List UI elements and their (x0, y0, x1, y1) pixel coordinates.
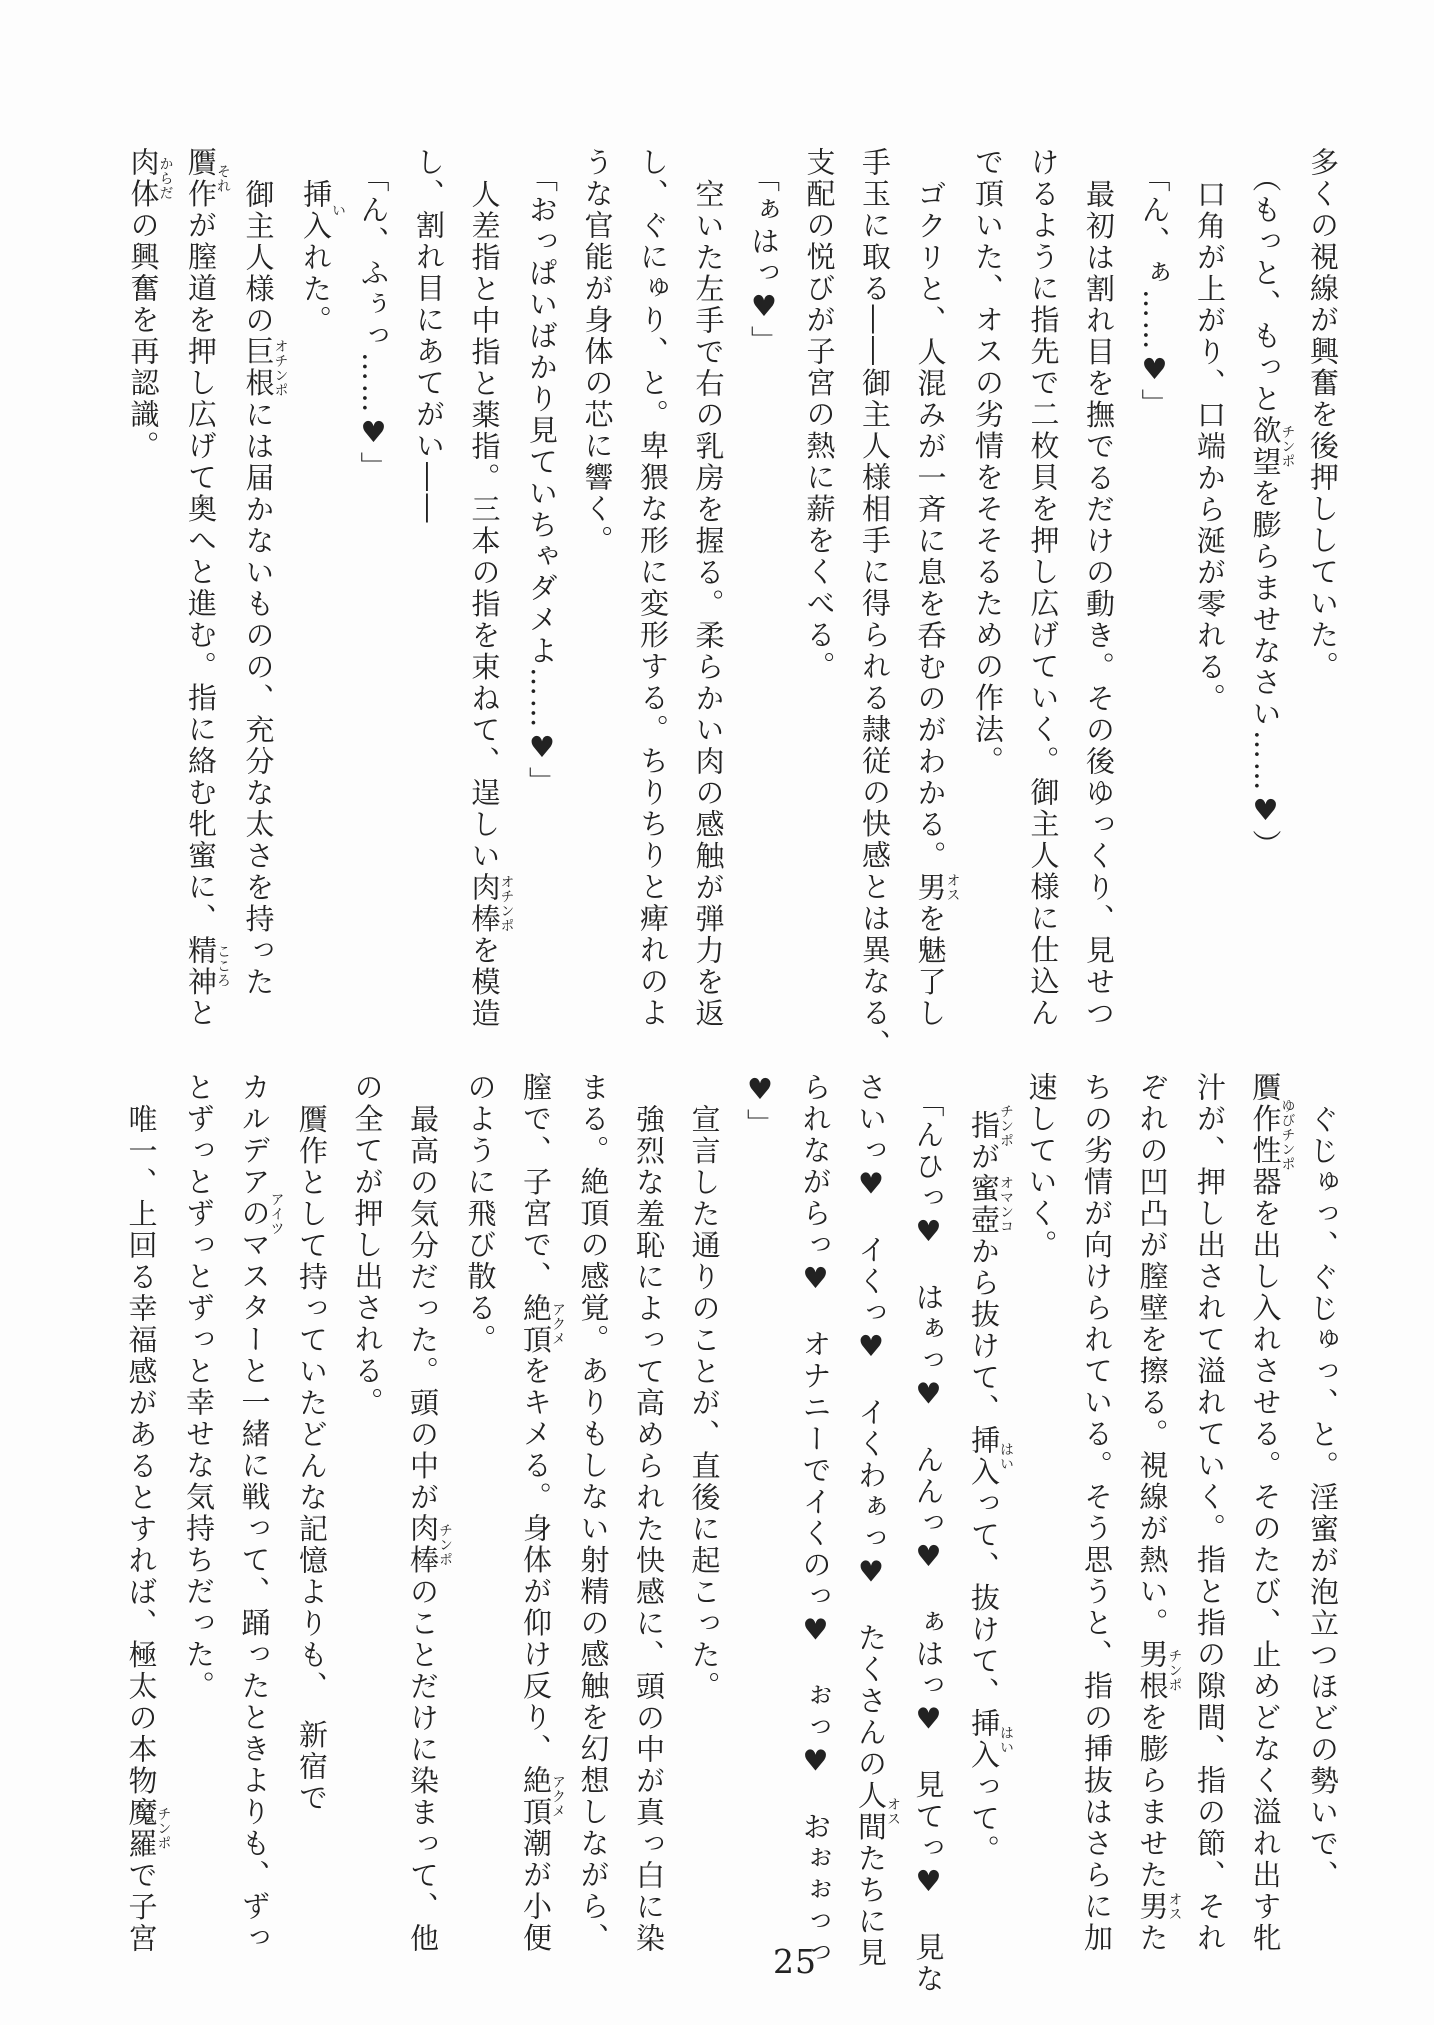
text-column: 多くの視線が興奮を後押ししていた。 (1306, 147, 1340, 683)
ruby-annotated-text: 挿入はい (967, 1708, 1014, 1771)
ruby-annotated-text: 挿入はい (967, 1424, 1014, 1488)
ruby-annotated-text: 魔羅チンポ (124, 1796, 172, 1860)
ruby-annotated-text: 肉棒チンポ (406, 1513, 453, 1576)
text-column: ぞれの凹凸が膣壁を擦る。視線が熱い。男根チンポを膨らませた男オスた (1135, 1072, 1183, 1954)
page-number: 25 (773, 1942, 817, 1981)
text-column: 贋作として持っていたどんな記憶よりも、 新宿で (295, 1103, 329, 1814)
text-column: で頂いた、オスの劣情をそそるための作法。 (971, 147, 1005, 777)
text-column: 指チンポが蜜壺オマンコから抜けて、挿入はいって、抜けて、挿入はいって。 (967, 1103, 1014, 1866)
text-column: ♥」 (743, 1072, 777, 1140)
ruby-annotated-text: 肉体からだ (126, 147, 174, 210)
ruby-annotated-text: カルデアのマスターアイツ (237, 1072, 285, 1356)
ruby-annotated-text: 男根チンポ (1135, 1639, 1183, 1702)
text-column: 「ん、ふぅっ……♥」 (356, 162, 391, 483)
text-column: ちの劣情が向けられている。そう思うと、指の挿抜はさらに加 (1080, 1072, 1114, 1954)
text-column: 最初は割れ目を撫でるだけの動き。その後ゆっくり、見せつ (1082, 178, 1116, 1029)
text-column: とずっとずっとずっと幸せな気持ちだった。 (182, 1072, 216, 1702)
ruby-annotated-text: 欲望チンポ (1248, 414, 1296, 478)
text-column: 唯一、上回る幸福感があるとすれば、極太の本物魔羅チンポで子宮 (124, 1103, 172, 1954)
text-column: 膣で、子宮で、絶頂アクメをキメる。身体が仰け反り、絶頂アクメ潮が小便 (519, 1072, 566, 1954)
ruby-annotated-text: 挿入い (299, 178, 346, 242)
text-column: 最高の気分だった。頭の中が肉棒チンポのことだけに染まって、他 (406, 1103, 453, 1954)
text-column: し、割れ目にあてがい―― (412, 147, 446, 525)
ruby-annotated-text: 精神こころ (184, 934, 231, 998)
text-column: 支配の悦びが子宮の熱に薪をくべる。 (802, 147, 837, 683)
text-column: 汁が、押し出されて溢れていく。指と指の隙間、指の節、それ (1193, 1072, 1227, 1954)
text-column: 強烈な羞恥によって高められた快感に、頭の中が真っ白に染 (632, 1103, 666, 1954)
text-column: ぐじゅっ、ぐじゅっ、と。淫蜜が泡立つほどの勢いで、 (1306, 1103, 1340, 1891)
ruby-annotated-text: 肉棒オチンポ (467, 871, 515, 935)
text-column: 速していく。 (1024, 1072, 1059, 1261)
text-column: の全てが押し出される。 (350, 1072, 385, 1419)
text-column: まる。絶頂の感覚。ありもしない射精の感触を幻想しながら、 (576, 1072, 611, 1954)
ruby-annotated-text: 贋作それ (184, 147, 231, 210)
text-column: けるように指先で二枚貝を押し広げていく。御主人様に仕込ん (1026, 147, 1061, 1029)
text-column: し、ぐにゅり、と。卑猥な形に変形する。ちりちりと痺れのよ (636, 147, 670, 1029)
text-column: のように飛び散る。 (463, 1072, 498, 1356)
text-column: 手玉に取る――御主人様相手に得られる隷従の快感とは異なる、 (858, 147, 892, 1061)
ruby-annotated-text: 男オス (913, 871, 961, 903)
text-column: ゴクリと、人混みが一斉に息を呑むのがわかる。男オスを魅了し (913, 178, 961, 1029)
text-column: うな官能が身体の芯に響く。 (580, 147, 615, 557)
ruby-annotated-text: 巨根オチンポ (241, 336, 289, 399)
text-column: 贋作性器ゆびチンポを出し入れさせる。そのたび、止めどなく溢れ出す牝 (1248, 1072, 1296, 1954)
text-block-bottom (113, 1072, 1350, 1995)
text-column: さいっ♥ イくっ♥ イくわぁっ♥ たくさんの人間オスたちに見 (854, 1072, 901, 1969)
text-column: 肉体からだの興奮を再認識。 (126, 147, 174, 462)
text-column: カルデアのマスターアイツと一緒に戦って、踊ったときよりも、ずっ (237, 1072, 285, 1954)
ruby-annotated-text: 絶頂アクメ (519, 1765, 566, 1828)
text-column: 人差指と中指と薬指。三本の指を束ねて、逞しい肉棒オチンポを模造 (467, 178, 515, 1029)
text-column: 「ん、ぁ……♥」 (1137, 162, 1172, 420)
text-column: 挿入いれた。 (299, 178, 346, 336)
text-column: 贋作それが膣道を押し広げて奥へと進む。指に絡む牝蜜に、精神こころと (184, 147, 231, 1029)
ruby-annotated-text: 人間オス (854, 1780, 901, 1843)
ruby-annotated-text: 蜜壺オマンコ (967, 1172, 1014, 1236)
text-column: 空いた左手で右の乳房を握る。柔らかい肉の感触が弾力を返 (691, 178, 726, 1029)
text-column: （もっと、もっと欲望チンポを膨らませなさい……♥） (1248, 162, 1296, 861)
text-column: 宣言した通りのことが、直後に起こった。 (687, 1103, 722, 1702)
text-column: 「んひっ♥ はぁっ♥ んんっ♥ ぁはっ♥ 見てっ♥ 見な (911, 1087, 946, 1995)
text-column: 「おっぱいばかり見ていちゃダメよ……♥」 (525, 162, 559, 798)
ruby-annotated-text: 贋作性器ゆびチンポ (1248, 1072, 1296, 1198)
text-block-top (115, 147, 1350, 1087)
ruby-annotated-text: 絶頂アクメ (519, 1292, 566, 1356)
text-column: られながらっ♥ オナニーでイくのっ♥ ぉっ♥ おぉぉっっ (798, 1072, 833, 1969)
text-column: 口角が上がり、口端から涎が零れる。 (1193, 178, 1227, 714)
text-column: 「ぁはっ♥」 (747, 162, 781, 357)
text-column: 御主人様の巨根オチンポには届かないものの、充分な太さを持った (241, 178, 289, 998)
ruby-annotated-text: 男オス (1135, 1891, 1183, 1923)
ruby-annotated-text: 指チンポ (967, 1103, 1014, 1147)
